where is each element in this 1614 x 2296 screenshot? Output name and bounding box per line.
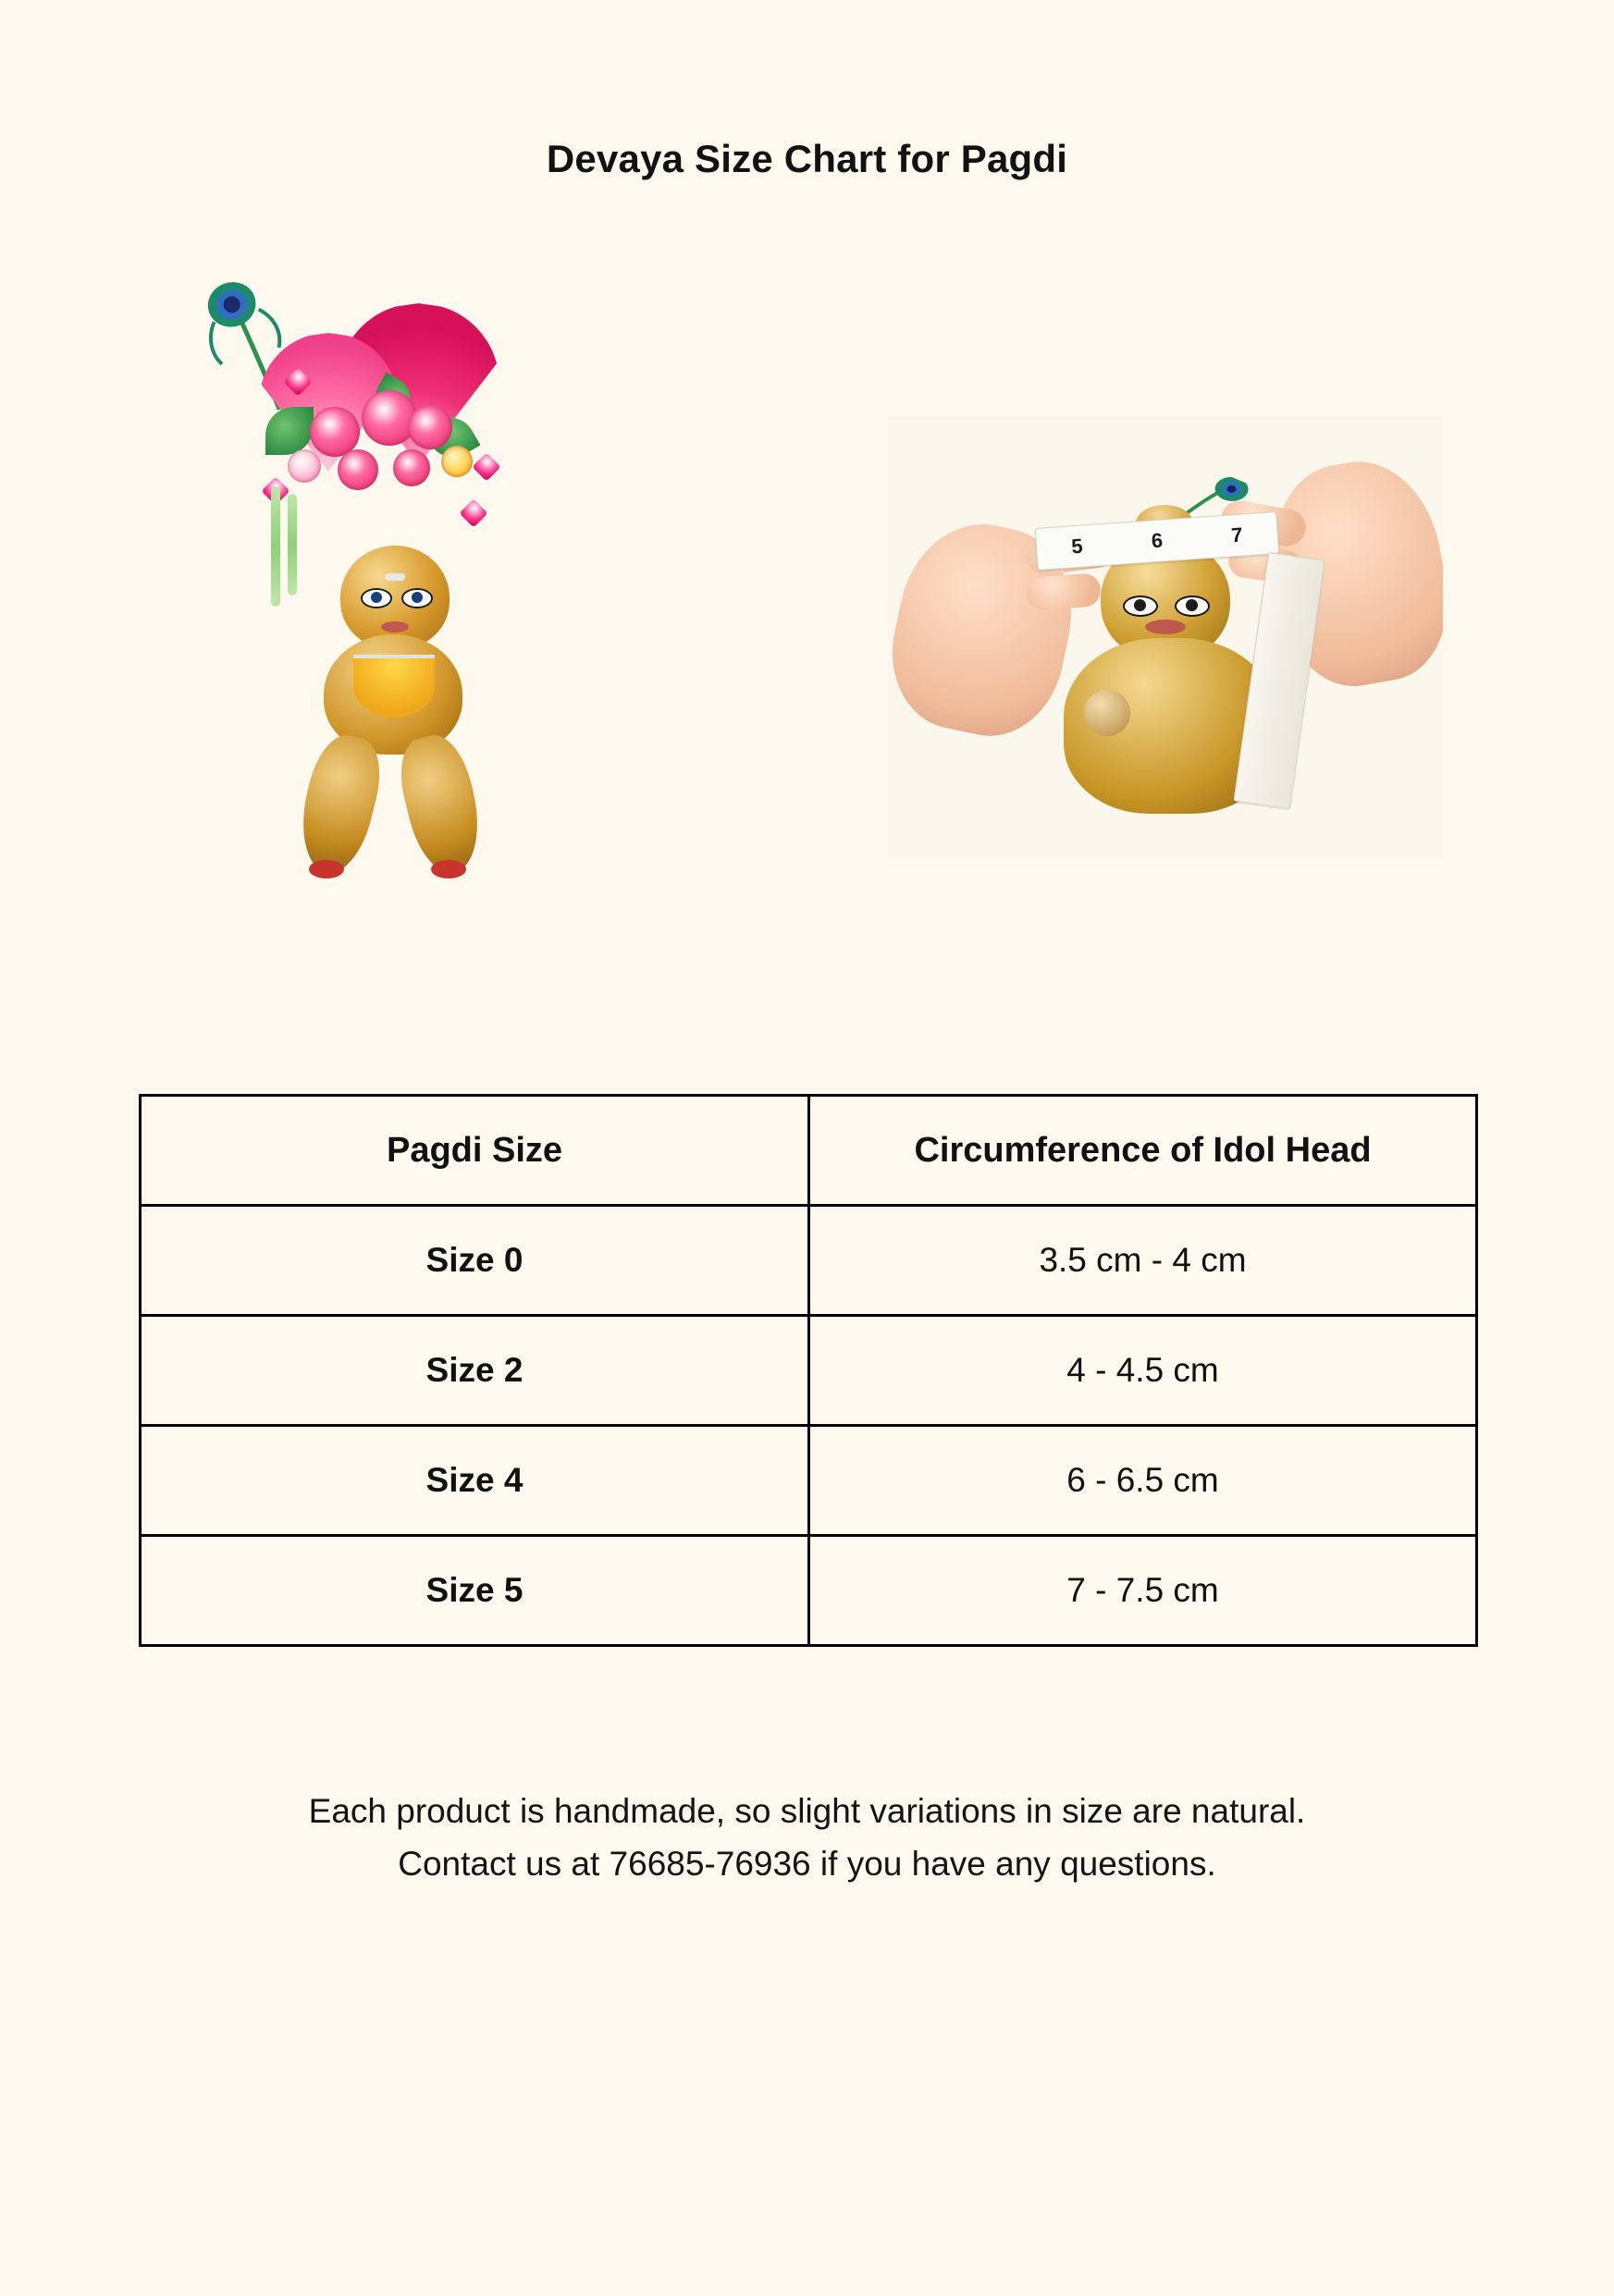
idol-body (287, 546, 499, 888)
page-title: Devaya Size Chart for Pagdi (546, 137, 1068, 180)
bead-strand (271, 486, 280, 607)
gem-decoration (459, 498, 487, 527)
cell-circumference: 6 - 6.5 cm (809, 1426, 1477, 1536)
footer-note (0, 1785, 1614, 1891)
cell-circumference: 4 - 4.5 cm (809, 1316, 1477, 1426)
cell-pagdi-size: Size 2 (141, 1316, 809, 1426)
table-row (141, 1426, 1477, 1536)
table-header-row (141, 1096, 1477, 1206)
laddu-in-hand (1084, 690, 1130, 736)
idol-foot-right (431, 860, 466, 878)
idol-eye-left (1123, 595, 1158, 617)
note-line-1: Each product is handmade, so slight variations in size are natural. (308, 1792, 1306, 1830)
column-header-pagdi-size: Pagdi Size (141, 1096, 809, 1206)
measuring-idol-head-image (888, 416, 1443, 860)
idol-tilak (385, 573, 405, 581)
idol-eye-right (401, 588, 433, 608)
rose-flower (408, 405, 452, 449)
column-header-circumference: Circumference of Idol Head (809, 1096, 1477, 1206)
size-chart-table (139, 1094, 1478, 1647)
rose-flower (338, 449, 378, 490)
note-line-2: Contact us at 76685-76936 if you have any questions. (398, 1845, 1216, 1884)
idol-necklace (353, 655, 435, 718)
rose-flower (288, 449, 321, 483)
cell-pagdi-size: Size 0 (141, 1206, 809, 1316)
leaf-decoration (265, 407, 314, 455)
idol-foot-left (309, 860, 344, 878)
table-row (141, 1316, 1477, 1426)
rose-flower (393, 449, 430, 486)
idol-leg-right (391, 729, 491, 879)
idol-lips (1145, 620, 1186, 634)
tape-number: 5 (1070, 534, 1084, 559)
table-row (141, 1206, 1477, 1316)
cell-circumference: 3.5 cm - 4 cm (809, 1206, 1477, 1316)
gem-decoration (472, 452, 500, 481)
cell-pagdi-size: Size 4 (141, 1426, 809, 1536)
cell-pagdi-size: Size 5 (141, 1536, 809, 1646)
idol-eye-left (361, 588, 392, 608)
rose-flower (441, 446, 473, 477)
cell-circumference: 7 - 7.5 cm (809, 1536, 1477, 1646)
table-row (141, 1536, 1477, 1646)
tape-number: 6 (1150, 528, 1164, 553)
idol-eye-right (1175, 595, 1210, 617)
laddu-gopal-idol-image (199, 268, 587, 897)
tape-number: 7 (1230, 522, 1244, 547)
product-images-row (0, 268, 1614, 915)
size-chart-table-wrapper (139, 1094, 1475, 1647)
idol-leg-left (290, 729, 389, 879)
idol-lips (381, 621, 409, 632)
